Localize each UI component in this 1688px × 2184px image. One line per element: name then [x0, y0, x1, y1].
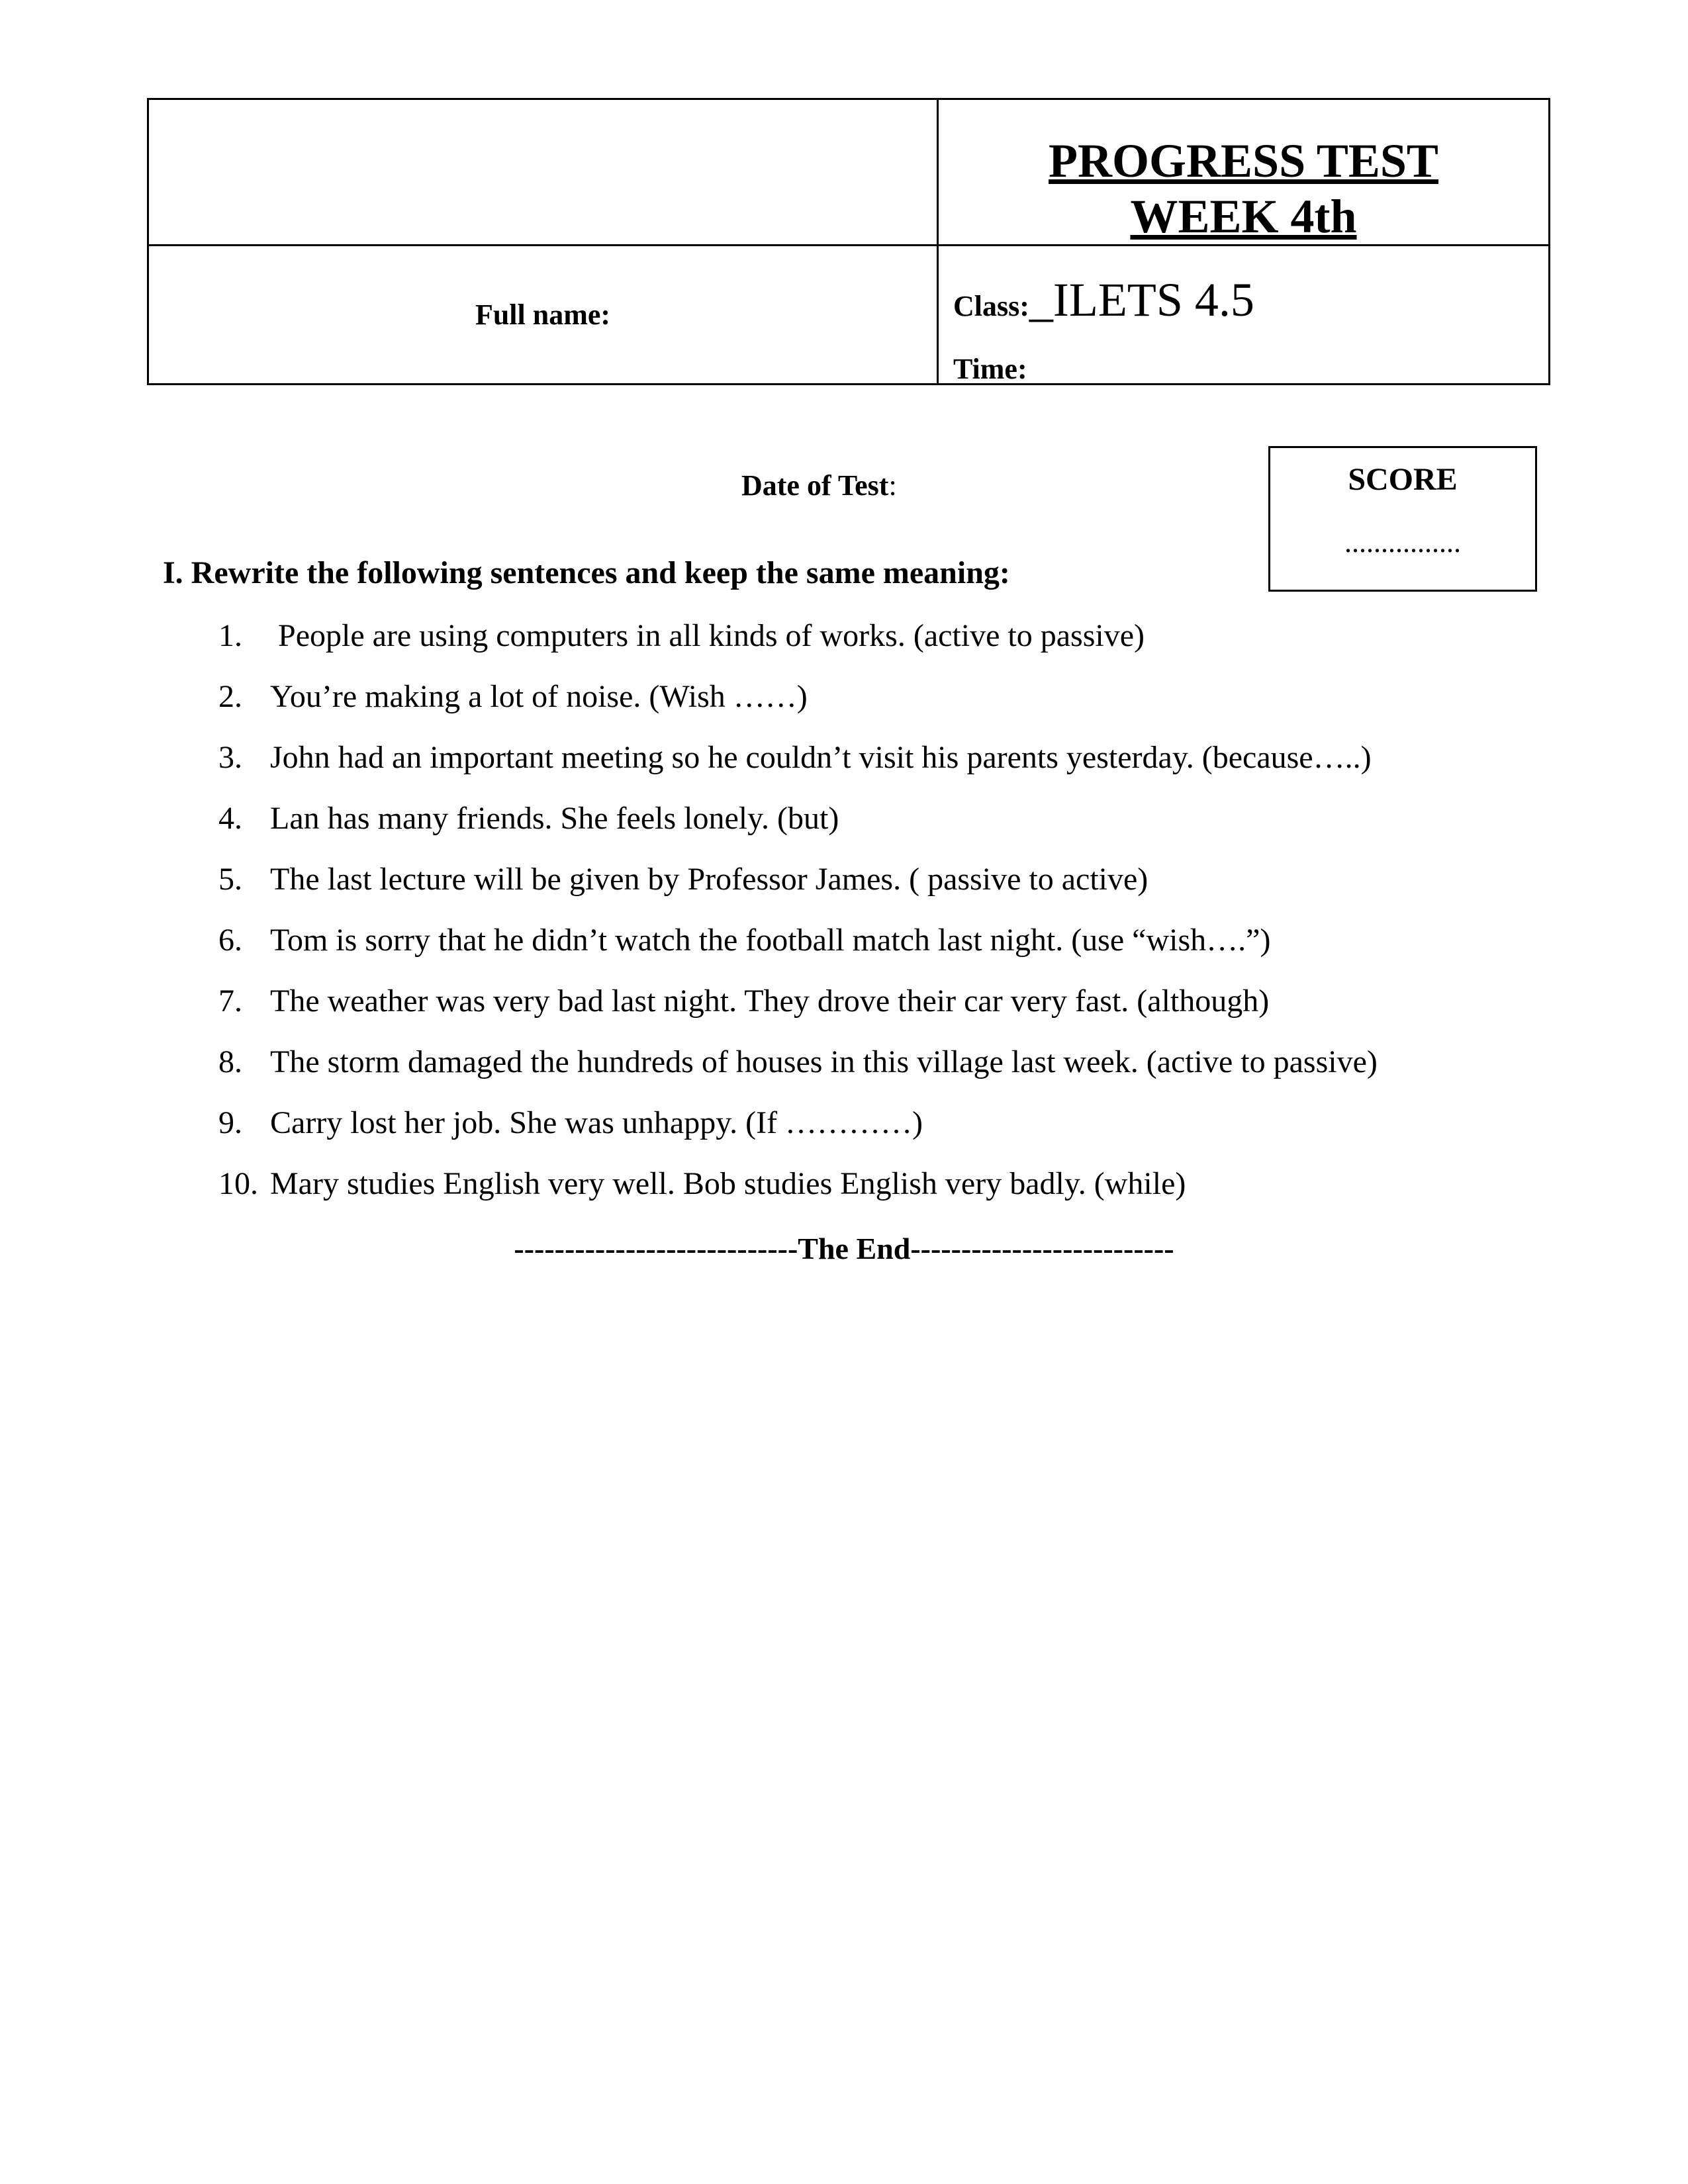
question-item	[218, 798, 1378, 859]
question-number: 3.	[218, 740, 242, 775]
section-heading: I. Rewrite the following sentences and keep the same meaning:	[163, 555, 1010, 590]
question-item	[218, 981, 1378, 1042]
question-item	[218, 615, 1378, 676]
date-colon: :	[888, 469, 897, 502]
question-text: You’re making a lot of noise. (Wish ……)	[270, 679, 808, 714]
score-label: SCORE	[1348, 462, 1458, 497]
question-number: 5.	[218, 862, 242, 897]
question-item	[218, 1042, 1378, 1103]
question-item	[218, 1103, 1378, 1163]
question-list	[218, 615, 1378, 1224]
score-dots: ................	[1344, 526, 1461, 559]
class-time-cell	[938, 246, 1550, 385]
question-number: 10.	[218, 1166, 258, 1201]
question-text: The weather was very bad last night. They drove their car very fast. (although)	[270, 983, 1270, 1019]
end-line: ----------------------------The End--------------------------	[514, 1232, 1174, 1265]
full-name-cell	[148, 246, 938, 385]
full-name-label: Full name:	[475, 298, 611, 331]
score-box	[1268, 446, 1537, 592]
title-line-2: WEEK 4th	[1130, 190, 1357, 243]
question-item	[218, 676, 1378, 737]
question-text: Lan has many friends. She feels lonely. (but)	[270, 801, 839, 836]
date-label: Date of Test	[741, 469, 889, 502]
question-text: Mary studies English very well. Bob studies English very badly. (while)	[270, 1166, 1186, 1201]
question-number: 1.	[218, 618, 242, 653]
question-number: 8.	[218, 1044, 242, 1079]
title-line-1: PROGRESS TEST	[1049, 134, 1438, 187]
question-number: 7.	[218, 983, 242, 1019]
question-number: 9.	[218, 1105, 242, 1140]
question-text: Tom is sorry that he didn’t watch the football match last night. (use “wish….”)	[270, 923, 1271, 958]
question-text: The storm damaged the hundreds of houses in this village last week. (active to passive)	[270, 1044, 1378, 1079]
question-text: John had an important meeting so he couldn’t visit his parents yesterday. (because…..)	[270, 740, 1372, 775]
class-value: _ILETS 4.5	[1029, 273, 1254, 326]
question-item	[218, 859, 1378, 920]
question-number: 2.	[218, 679, 242, 714]
time-label: Time:	[953, 353, 1027, 385]
question-item	[218, 920, 1378, 981]
question-text: Carry lost her job. She was unhappy. (If …………)	[270, 1105, 923, 1140]
header-blank-cell	[148, 99, 938, 246]
question-text: The last lecture will be given by Professor James. ( passive to active)	[270, 862, 1149, 897]
class-line	[953, 273, 1254, 328]
question-number: 4.	[218, 801, 242, 836]
question-item	[218, 1163, 1378, 1224]
question-text: People are using computers in all kinds of works. (active to passive)	[270, 618, 1145, 653]
question-item	[218, 737, 1378, 798]
question-number: 6.	[218, 923, 242, 958]
title-cell	[938, 99, 1550, 246]
page-title	[939, 133, 1548, 244]
date-of-test	[741, 469, 897, 502]
class-label: Class:	[953, 290, 1029, 322]
header-table	[147, 98, 1550, 385]
